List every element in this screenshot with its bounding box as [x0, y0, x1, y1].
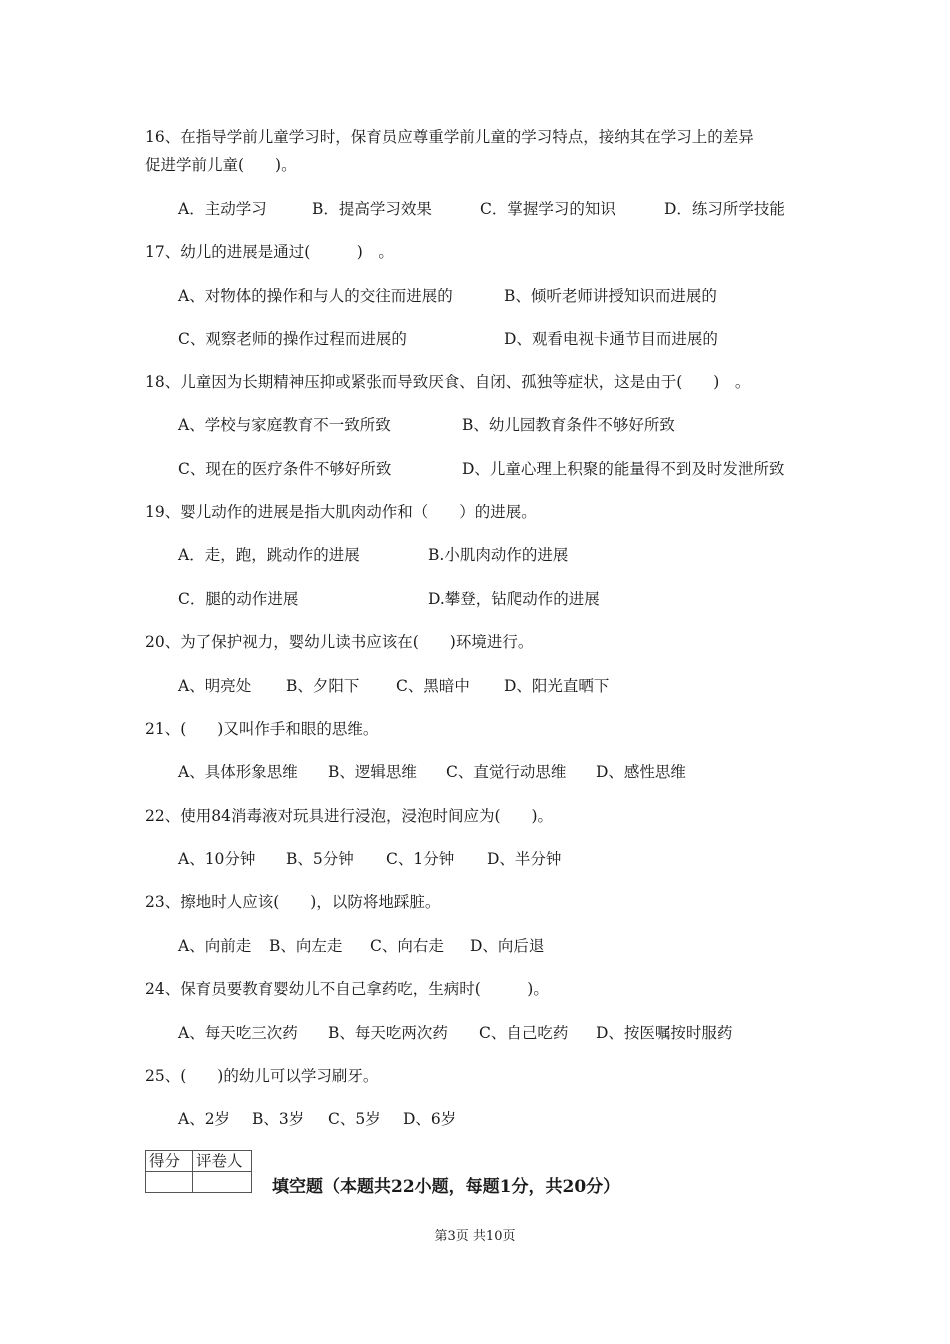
question-22-option-a: A、10分钟 — [178, 850, 256, 868]
question-16-stem-line1: 16、在指导学前儿童学习时，保育员应尊重学前儿童的学习特点，接纳其在学习上的差异 — [145, 128, 754, 146]
question-17-stem: 17、幼儿的进展是通过( ) 。 — [145, 243, 394, 261]
question-24-stem: 24、保育员要教育婴幼儿不自己拿药吃，生病时( )。 — [145, 980, 549, 998]
question-19-option-c: C．腿的动作进展 — [178, 590, 299, 608]
question-17-option-a: A、对物体的操作和与人的交往而进展的 — [178, 287, 453, 305]
question-21-option-a: A、具体形象思维 — [178, 763, 298, 781]
question-19-option-a: A．走，跑，跳动作的进展 — [178, 546, 360, 564]
grader-label: 评卷人 — [193, 1151, 252, 1172]
question-25-option-c: C、5岁 — [328, 1110, 381, 1128]
question-16-option-d: D．练习所学技能 — [664, 200, 785, 218]
question-24-option-d: D、按医嘱按时服药 — [596, 1024, 733, 1042]
section-title: 填空题（本题共22小题，每题1分，共20分） — [272, 1177, 621, 1197]
question-18-option-b: B、幼儿园教育条件不够好所致 — [462, 416, 675, 434]
question-19-option-b: B.小肌肉动作的进展 — [428, 546, 569, 564]
question-23-option-d: D、向后退 — [470, 937, 545, 955]
question-23-option-a: A、向前走 — [178, 937, 252, 955]
question-19-option-d: D.攀登，钻爬动作的进展 — [428, 590, 600, 608]
question-25-option-b: B、3岁 — [252, 1110, 305, 1128]
question-16-stem-line2: 促进学前儿童( )。 — [145, 156, 297, 174]
question-24-option-a: A、每天吃三次药 — [178, 1024, 298, 1042]
question-20-stem: 20、为了保护视力，婴幼儿读书应该在( )环境进行。 — [145, 633, 534, 651]
question-21-option-c: C、直觉行动思维 — [446, 763, 567, 781]
question-22-option-b: B、5分钟 — [286, 850, 354, 868]
question-25-stem: 25、( )的幼儿可以学习刷牙。 — [145, 1067, 379, 1085]
score-cell — [146, 1172, 193, 1193]
question-20-option-a: A、明亮处 — [178, 677, 252, 695]
question-18-option-c: C、现在的医疗条件不够好所致 — [178, 460, 392, 478]
question-20-option-c: C、黑暗中 — [396, 677, 470, 695]
question-23-option-b: B、向左走 — [269, 937, 343, 955]
score-box — [145, 1150, 252, 1193]
question-17-option-b: B、倾听老师讲授知识而进展的 — [504, 287, 717, 305]
question-16-option-a: A．主动学习 — [178, 200, 267, 218]
question-20-option-b: B、夕阳下 — [286, 677, 360, 695]
question-24-option-b: B、每天吃两次药 — [328, 1024, 448, 1042]
question-22-option-c: C、1分钟 — [386, 850, 455, 868]
score-label: 得分 — [146, 1151, 193, 1172]
question-24-option-c: C、自己吃药 — [479, 1024, 569, 1042]
question-23-stem: 23、擦地时人应该( )，以防将地踩脏。 — [145, 893, 441, 911]
question-16-option-b: B．提高学习效果 — [312, 200, 432, 218]
question-17-option-c: C、观察老师的操作过程而进展的 — [178, 330, 407, 348]
question-22-option-d: D、半分钟 — [487, 850, 562, 868]
grader-cell — [193, 1172, 252, 1193]
question-22-stem: 22、使用84消毒液对玩具进行浸泡，浸泡时间应为( )。 — [145, 807, 554, 825]
question-25-option-d: D、6岁 — [403, 1110, 457, 1128]
question-17-option-d: D、观看电视卡通节目而进展的 — [504, 330, 718, 348]
question-18-option-d: D、儿童心理上积聚的能量得不到及时发泄所致 — [462, 460, 785, 478]
question-19-stem: 19、婴儿动作的进展是指大肌肉动作和（ ）的进展。 — [145, 503, 537, 521]
question-23-option-c: C、向右走 — [370, 937, 444, 955]
question-18-stem: 18、儿童因为长期精神压抑或紧张而导致厌食、自闭、孤独等症状，这是由于( ) 。 — [145, 373, 751, 391]
question-21-stem: 21、( )又叫作手和眼的思维。 — [145, 720, 379, 738]
question-20-option-d: D、阳光直晒下 — [504, 677, 610, 695]
page-footer: 第3页 共10页 — [434, 1229, 516, 1244]
question-16-option-c: C．掌握学习的知识 — [480, 200, 616, 218]
question-25-option-a: A、2岁 — [178, 1110, 231, 1128]
question-18-option-a: A、学校与家庭教育不一致所致 — [178, 416, 391, 434]
question-21-option-b: B、逻辑思维 — [328, 763, 417, 781]
question-21-option-d: D、感性思维 — [596, 763, 686, 781]
